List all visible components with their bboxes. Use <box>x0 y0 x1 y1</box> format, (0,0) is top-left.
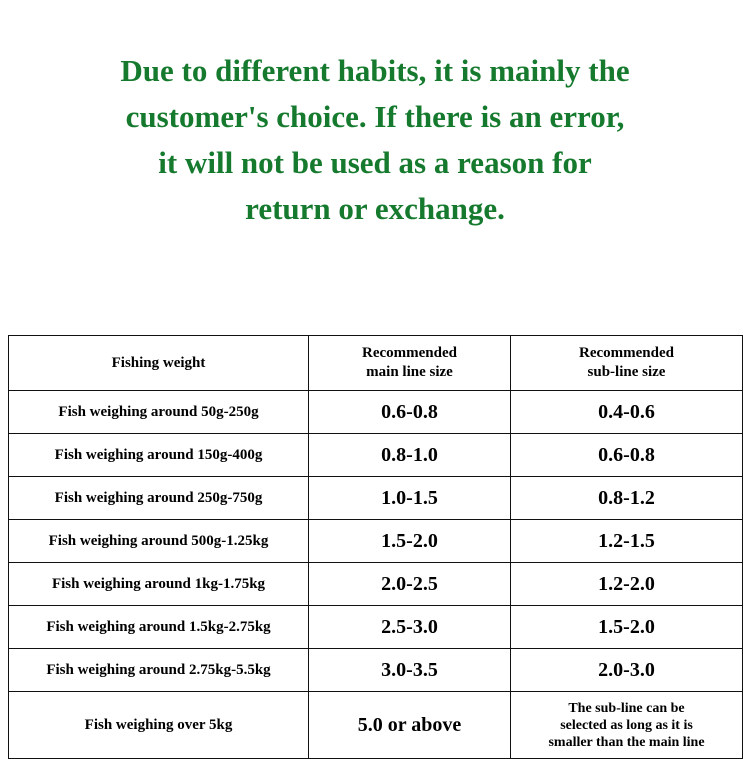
table-row <box>9 477 743 520</box>
cell-weight: Fish weighing over 5kg <box>9 692 309 759</box>
cell-sub-line: 0.8-1.2 <box>511 477 743 520</box>
title-line-1: Due to different habits, it is mainly the <box>120 53 630 88</box>
table-row <box>9 391 743 434</box>
cell-weight: Fish weighing around 1kg-1.75kg <box>9 563 309 606</box>
table-row <box>9 434 743 477</box>
cell-main-line: 1.5-2.0 <box>309 520 511 563</box>
cell-sub-line-line2: selected as long as it is <box>560 717 693 733</box>
cell-sub-line: 1.2-1.5 <box>511 520 743 563</box>
cell-main-line: 3.0-3.5 <box>309 649 511 692</box>
column-header-main-line-line1: Recommended <box>362 345 457 361</box>
cell-sub-line: 0.4-0.6 <box>511 391 743 434</box>
table-row <box>9 520 743 563</box>
title-line-3: it will not be used as a reason for <box>158 145 592 180</box>
table-row <box>9 606 743 649</box>
cell-sub-line-line1: The sub-line can be <box>568 700 685 716</box>
cell-weight: Fish weighing around 250g-750g <box>9 477 309 520</box>
cell-main-line: 2.0-2.5 <box>309 563 511 606</box>
column-header-sub-line-line2: sub-line size <box>587 364 666 380</box>
title-line-2: customer's choice. If there is an error, <box>125 99 625 134</box>
table-row <box>9 692 743 759</box>
cell-sub-line: 0.6-0.8 <box>511 434 743 477</box>
column-header-sub-line <box>511 336 743 391</box>
cell-weight: Fish weighing around 150g-400g <box>9 434 309 477</box>
table-row <box>9 649 743 692</box>
cell-sub-line: 1.5-2.0 <box>511 606 743 649</box>
cell-main-line: 1.0-1.5 <box>309 477 511 520</box>
table-row <box>9 563 743 606</box>
cell-weight: Fish weighing around 50g-250g <box>9 391 309 434</box>
cell-sub-line <box>511 692 743 759</box>
cell-main-line: 2.5-3.0 <box>309 606 511 649</box>
cell-main-line: 5.0 or above <box>309 692 511 759</box>
cell-main-line: 0.6-0.8 <box>309 391 511 434</box>
cell-sub-line: 2.0-3.0 <box>511 649 743 692</box>
column-header-main-line <box>309 336 511 391</box>
page-title <box>0 0 750 232</box>
column-header-main-line-line2: main line size <box>366 364 453 380</box>
cell-weight: Fish weighing around 2.75kg-5.5kg <box>9 649 309 692</box>
cell-sub-line-line3: smaller than the main line <box>548 734 705 750</box>
cell-weight: Fish weighing around 500g-1.25kg <box>9 520 309 563</box>
table-header-row <box>9 336 743 391</box>
line-size-table <box>8 335 743 759</box>
title-line-4: return or exchange. <box>245 191 505 226</box>
column-header-sub-line-line1: Recommended <box>579 345 674 361</box>
line-size-table-container <box>8 335 742 759</box>
cell-main-line: 0.8-1.0 <box>309 434 511 477</box>
cell-weight: Fish weighing around 1.5kg-2.75kg <box>9 606 309 649</box>
column-header-fishing-weight: Fishing weight <box>9 336 309 391</box>
cell-sub-line: 1.2-2.0 <box>511 563 743 606</box>
